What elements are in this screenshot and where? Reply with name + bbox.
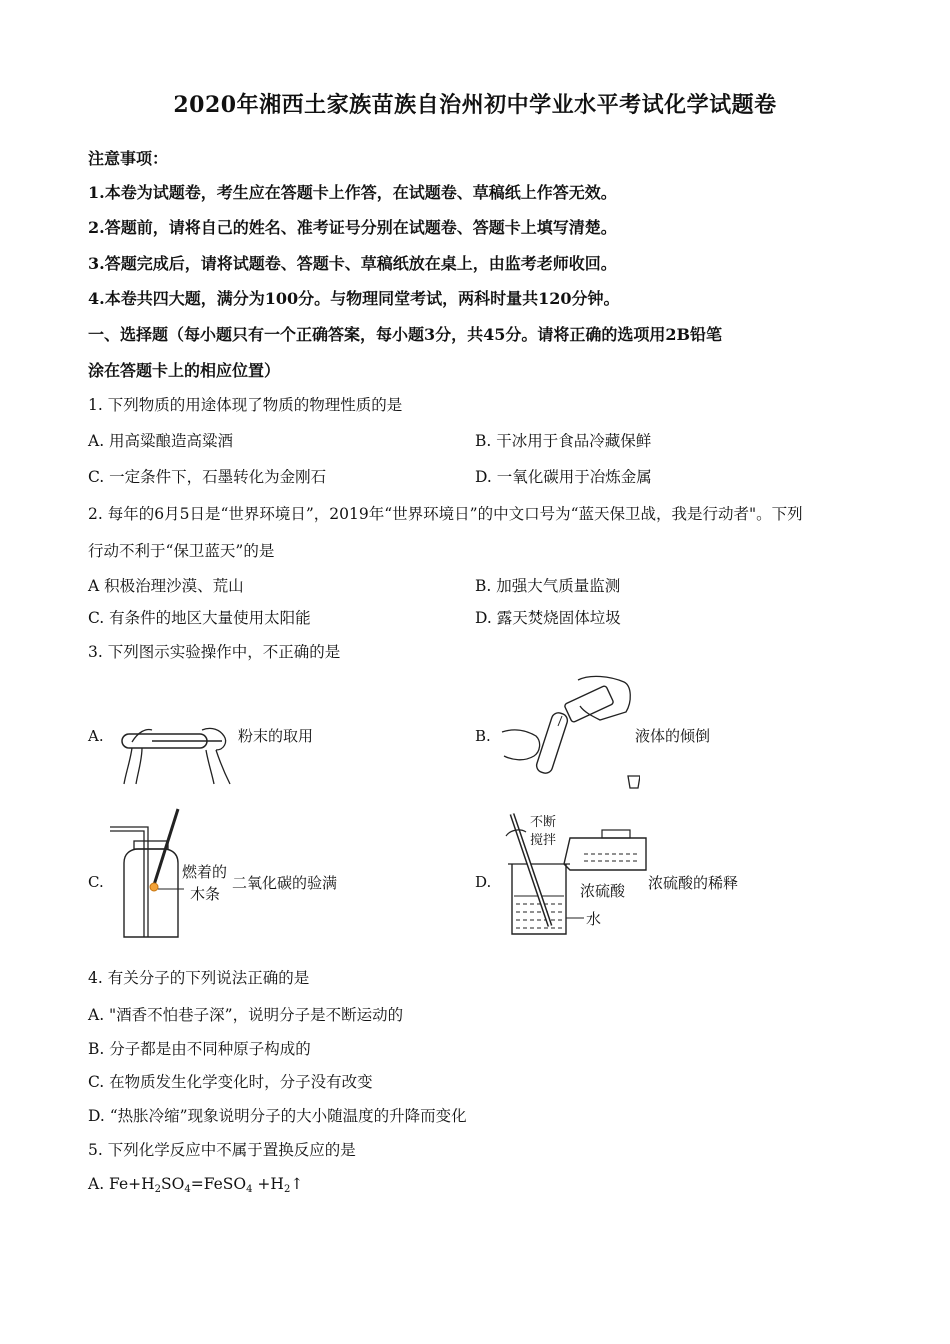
question-2-stem-line-2: 行动不利于“保卫蓝天”的是: [88, 542, 275, 560]
gas-bottle-illustration: [108, 805, 238, 940]
q2-option-b: B. 加强大气质量监测: [475, 577, 621, 595]
notice-item-1: 1.本卷为试题卷，考生应在答题卡上作答，在试题卷、草稿纸上作答无效。: [88, 183, 617, 202]
q1-option-c: C. 一定条件下，石墨转化为金刚石: [88, 468, 327, 486]
question-4-stem: 4. 有关分子的下列说法正确的是: [88, 969, 310, 987]
q4-option-d: D. “热胀冷缩”现象说明分子的大小随温度的升降而变化: [88, 1107, 467, 1125]
q5-a-subscript: 4: [246, 1184, 253, 1195]
q1-option-b: B. 干冰用于食品冷藏保鲜: [475, 432, 652, 450]
q5-a-part: +H: [252, 1175, 284, 1193]
q2-option-c: C. 有条件的地区大量使用太阳能: [88, 609, 311, 627]
question-1-stem: 1. 下列物质的用途体现了物质的物理性质的是: [88, 396, 403, 414]
section-heading-line-1: 一、选择题（每小题只有一个正确答案，每小题3分，共45分。请将正确的选项用2B铅笔: [88, 325, 723, 344]
section-heading-line-2: 涂在答题卡上的相应位置）: [88, 361, 281, 380]
gas-arrow-icon: ↑: [290, 1175, 304, 1193]
question-5-stem: 5. 下列化学反应中不属于置换反应的是: [88, 1141, 356, 1159]
stir-label-2: 搅拌: [530, 833, 557, 848]
question-2-stem-line-1: 2. 每年的6月5日是“世界环境日”，2019年“世界环境日”的中文口号为“蓝天保卫战，我是行动者"。下列: [88, 505, 803, 523]
q2-option-d: D. 露天焚烧固体垃圾: [475, 609, 621, 627]
powder-transfer-illustration: [112, 712, 237, 787]
acid-dilution-illustration: [500, 808, 650, 940]
q3-option-d-label: 浓硫酸的稀释: [648, 874, 739, 892]
q2-option-a: A 积极治理沙漠、荒山: [88, 577, 244, 595]
conc-acid-label: 浓硫酸: [580, 882, 626, 900]
q3-option-a-letter: A.: [88, 727, 104, 745]
q5-a-part: =FeSO: [190, 1175, 247, 1193]
q3-option-c-letter: C.: [88, 873, 104, 891]
q5-a-subscript: 2: [154, 1184, 162, 1195]
q5-a-part: A. Fe+H: [88, 1175, 155, 1193]
q3-option-b-label: 液体的倾倒: [635, 727, 711, 745]
q4-option-a: A. "酒香不怕巷子深”，说明分子是不断运动的: [88, 1006, 404, 1024]
q5-a-subscript: 2: [283, 1184, 291, 1195]
q1-option-a: A. 用高粱酿造高粱酒: [88, 432, 234, 450]
notice-item-2: 2.答题前，请将自己的姓名、准考证号分别在试题卷、答题卡上填写清楚。: [88, 218, 617, 237]
q3-option-c-label: 二氧化碳的验满: [232, 874, 338, 892]
question-3-stem: 3. 下列图示实验操作中，不正确的是: [88, 643, 341, 661]
notice-item-4: 4.本卷共四大题，满分为100分。与物理同堂考试，两科时量共120分钟。: [88, 289, 620, 308]
q3-option-b-letter: B.: [475, 727, 491, 745]
q5-option-a: [88, 1175, 303, 1195]
notice-item-3: 3.答题完成后，请将试题卷、答题卡、草稿纸放在桌上，由监考老师收回。: [88, 254, 617, 273]
q5-a-part: SO: [161, 1175, 185, 1193]
burning-stick-label-1: 燃着的: [182, 863, 228, 881]
q3-option-a-label: 粉末的取用: [238, 727, 314, 745]
q4-option-c: C. 在物质发生化学变化时，分子没有改变: [88, 1073, 373, 1091]
stir-label-1: 不断: [530, 815, 557, 830]
notice-heading: 注意事项：: [88, 149, 169, 168]
q1-option-d: D. 一氧化碳用于冶炼金属: [475, 468, 652, 486]
liquid-pouring-illustration: [500, 672, 640, 794]
page-title: 2020年湘西土家族苗族自治州初中学业水平考试化学试题卷: [173, 92, 777, 118]
q4-option-b: B. 分子都是由不同种原子构成的: [88, 1040, 311, 1058]
q5-a-subscript: 4: [184, 1184, 191, 1195]
burning-stick-label-2: 木条: [190, 885, 221, 903]
water-label: 水: [586, 910, 602, 928]
q3-option-d-letter: D.: [475, 873, 492, 891]
